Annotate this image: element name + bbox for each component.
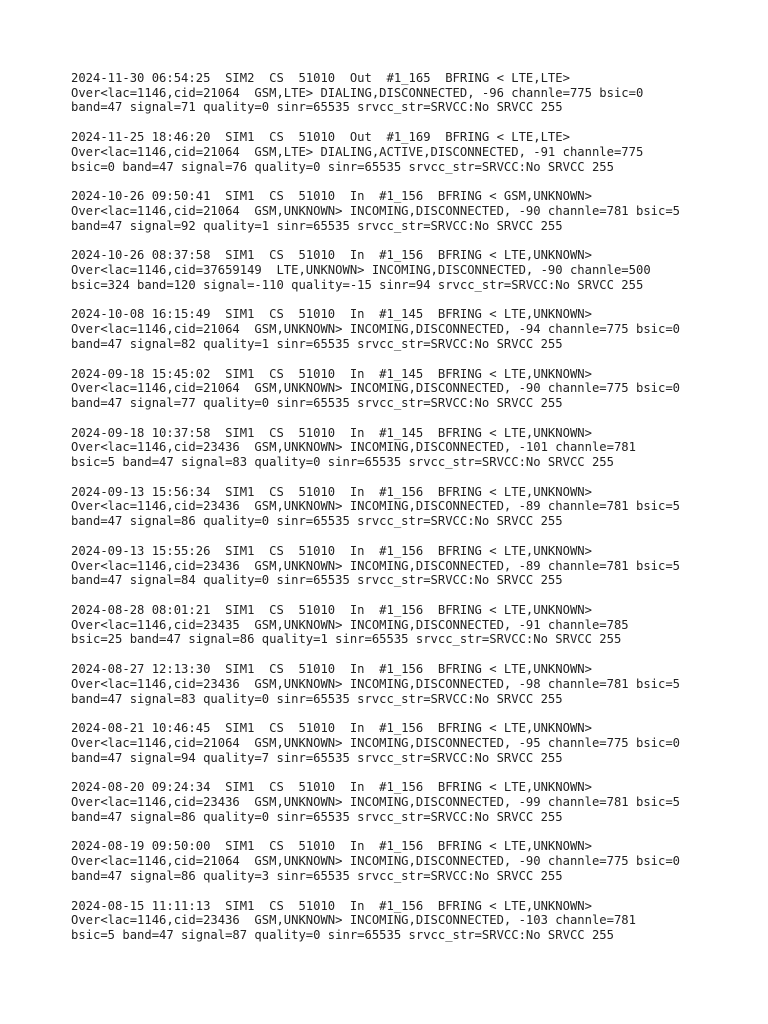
log-entry-cell-line: Over<lac=1146,cid=23436 GSM,UNKNOWN> INCOMING,DISCONNECTED, -89 channle=781 bsic=5 <box>71 499 681 514</box>
log-entry <box>71 899 761 943</box>
log-entry-cell-line: Over<lac=1146,cid=21064 GSM,UNKNOWN> INCOMING,DISCONNECTED, -94 channle=775 bsic=0 <box>71 322 681 337</box>
call-log-document <box>71 71 761 958</box>
log-entry <box>71 189 761 233</box>
log-entry <box>71 662 761 706</box>
log-entry-signal-line: bsic=324 band=120 signal=-110 quality=-15 sinr=94 srvcc_str=SRVCC:No SRVCC 255 <box>71 277 644 292</box>
log-entry-header-line: 2024-08-21 10:46:45 SIM1 CS 51010 In #1_156 BFRING < LTE,UNKNOWN> <box>71 721 592 736</box>
log-entry-cell-line: Over<lac=1146,cid=23435 GSM,UNKNOWN> INCOMING,DISCONNECTED, -91 channle=785 <box>71 617 629 632</box>
log-entry <box>71 485 761 529</box>
log-entry-header-line: 2024-08-15 11:11:13 SIM1 CS 51010 In #1_156 BFRING < LTE,UNKNOWN> <box>71 898 592 913</box>
log-entry-signal-line: band=47 signal=82 quality=1 sinr=65535 srvcc_str=SRVCC:No SRVCC 255 <box>71 336 563 351</box>
log-entry-header-line: 2024-09-18 10:37:58 SIM1 CS 51010 In #1_145 BFRING < LTE,UNKNOWN> <box>71 425 592 440</box>
log-entry <box>71 721 761 765</box>
log-entry <box>71 248 761 292</box>
log-entry-header-line: 2024-11-25 18:46:20 SIM1 CS 51010 Out #1_169 BFRING < LTE,LTE> <box>71 130 570 145</box>
log-entry-cell-line: Over<lac=1146,cid=37659149 LTE,UNKNOWN> INCOMING,DISCONNECTED, -90 channle=500 <box>71 263 651 278</box>
log-entry-signal-line: bsic=5 band=47 signal=83 quality=0 sinr=65535 srvcc_str=SRVCC:No SRVCC 255 <box>71 455 614 470</box>
log-entry-signal-line: bsic=0 band=47 signal=76 quality=0 sinr=65535 srvcc_str=SRVCC:No SRVCC 255 <box>71 159 614 174</box>
log-entry-header-line: 2024-08-28 08:01:21 SIM1 CS 51010 In #1_156 BFRING < LTE,UNKNOWN> <box>71 602 592 617</box>
log-entry-cell-line: Over<lac=1146,cid=21064 GSM,UNKNOWN> INCOMING,DISCONNECTED, -90 channle=775 bsic=0 <box>71 381 681 396</box>
log-entry-cell-line: Over<lac=1146,cid=23436 GSM,UNKNOWN> INCOMING,DISCONNECTED, -99 channle=781 bsic=5 <box>71 795 681 810</box>
log-entry-signal-line: bsic=5 band=47 signal=87 quality=0 sinr=65535 srvcc_str=SRVCC:No SRVCC 255 <box>71 927 614 942</box>
log-entry-signal-line: band=47 signal=92 quality=1 sinr=65535 srvcc_str=SRVCC:No SRVCC 255 <box>71 218 563 233</box>
log-entry-header-line: 2024-08-20 09:24:34 SIM1 CS 51010 In #1_156 BFRING < LTE,UNKNOWN> <box>71 780 592 795</box>
log-entry-header-line: 2024-09-13 15:55:26 SIM1 CS 51010 In #1_156 BFRING < LTE,UNKNOWN> <box>71 543 592 558</box>
log-entry-header-line: 2024-10-08 16:15:49 SIM1 CS 51010 In #1_145 BFRING < LTE,UNKNOWN> <box>71 307 592 322</box>
log-entry <box>71 367 761 411</box>
log-entry <box>71 426 761 470</box>
log-entry <box>71 71 761 115</box>
log-entry-signal-line: band=47 signal=94 quality=7 sinr=65535 srvcc_str=SRVCC:No SRVCC 255 <box>71 750 563 765</box>
log-entry-signal-line: band=47 signal=71 quality=0 sinr=65535 srvcc_str=SRVCC:No SRVCC 255 <box>71 100 563 115</box>
log-entry-header-line: 2024-10-26 08:37:58 SIM1 CS 51010 In #1_156 BFRING < LTE,UNKNOWN> <box>71 248 592 263</box>
log-entry-header-line: 2024-09-13 15:56:34 SIM1 CS 51010 In #1_156 BFRING < LTE,UNKNOWN> <box>71 484 592 499</box>
log-entry-cell-line: Over<lac=1146,cid=21064 GSM,LTE> DIALING,DISCONNECTED, -96 channle=775 bsic=0 <box>71 85 644 100</box>
log-entry <box>71 544 761 588</box>
log-entry-header-line: 2024-08-27 12:13:30 SIM1 CS 51010 In #1_156 BFRING < LTE,UNKNOWN> <box>71 662 592 677</box>
log-entry-cell-line: Over<lac=1146,cid=21064 GSM,UNKNOWN> INCOMING,DISCONNECTED, -95 channle=775 bsic=0 <box>71 735 681 750</box>
log-entry <box>71 780 761 824</box>
log-entry-cell-line: Over<lac=1146,cid=23436 GSM,UNKNOWN> INCOMING,DISCONNECTED, -89 channle=781 bsic=5 <box>71 558 681 573</box>
log-entry <box>71 307 761 351</box>
log-entry-header-line: 2024-09-18 15:45:02 SIM1 CS 51010 In #1_145 BFRING < LTE,UNKNOWN> <box>71 366 592 381</box>
log-entry-cell-line: Over<lac=1146,cid=21064 GSM,LTE> DIALING,ACTIVE,DISCONNECTED, -91 channle=775 <box>71 144 644 159</box>
log-entry-signal-line: band=47 signal=83 quality=0 sinr=65535 srvcc_str=SRVCC:No SRVCC 255 <box>71 691 563 706</box>
log-entry-cell-line: Over<lac=1146,cid=23436 GSM,UNKNOWN> INCOMING,DISCONNECTED, -98 channle=781 bsic=5 <box>71 676 681 691</box>
log-entry <box>71 130 761 174</box>
log-entry-header-line: 2024-10-26 09:50:41 SIM1 CS 51010 In #1_156 BFRING < GSM,UNKNOWN> <box>71 189 592 204</box>
log-entry-signal-line: band=47 signal=86 quality=3 sinr=65535 srvcc_str=SRVCC:No SRVCC 255 <box>71 868 563 883</box>
log-entry-cell-line: Over<lac=1146,cid=21064 GSM,UNKNOWN> INCOMING,DISCONNECTED, -90 channle=781 bsic=5 <box>71 203 681 218</box>
log-entry-cell-line: Over<lac=1146,cid=21064 GSM,UNKNOWN> INCOMING,DISCONNECTED, -90 channle=775 bsic=0 <box>71 854 681 869</box>
log-entry-signal-line: band=47 signal=84 quality=0 sinr=65535 srvcc_str=SRVCC:No SRVCC 255 <box>71 573 563 588</box>
log-entry-cell-line: Over<lac=1146,cid=23436 GSM,UNKNOWN> INCOMING,DISCONNECTED, -103 channle=781 <box>71 913 636 928</box>
log-entry <box>71 839 761 883</box>
log-entry-header-line: 2024-11-30 06:54:25 SIM2 CS 51010 Out #1_165 BFRING < LTE,LTE> <box>71 71 570 85</box>
log-entry-signal-line: band=47 signal=86 quality=0 sinr=65535 srvcc_str=SRVCC:No SRVCC 255 <box>71 809 563 824</box>
log-entry <box>71 603 761 647</box>
log-entry-header-line: 2024-08-19 09:50:00 SIM1 CS 51010 In #1_156 BFRING < LTE,UNKNOWN> <box>71 839 592 854</box>
log-entry-signal-line: band=47 signal=86 quality=0 sinr=65535 srvcc_str=SRVCC:No SRVCC 255 <box>71 514 563 529</box>
log-entry-signal-line: bsic=25 band=47 signal=86 quality=1 sinr=65535 srvcc_str=SRVCC:No SRVCC 255 <box>71 632 622 647</box>
log-entry-cell-line: Over<lac=1146,cid=23436 GSM,UNKNOWN> INCOMING,DISCONNECTED, -101 channle=781 <box>71 440 636 455</box>
log-entry-signal-line: band=47 signal=77 quality=0 sinr=65535 srvcc_str=SRVCC:No SRVCC 255 <box>71 395 563 410</box>
